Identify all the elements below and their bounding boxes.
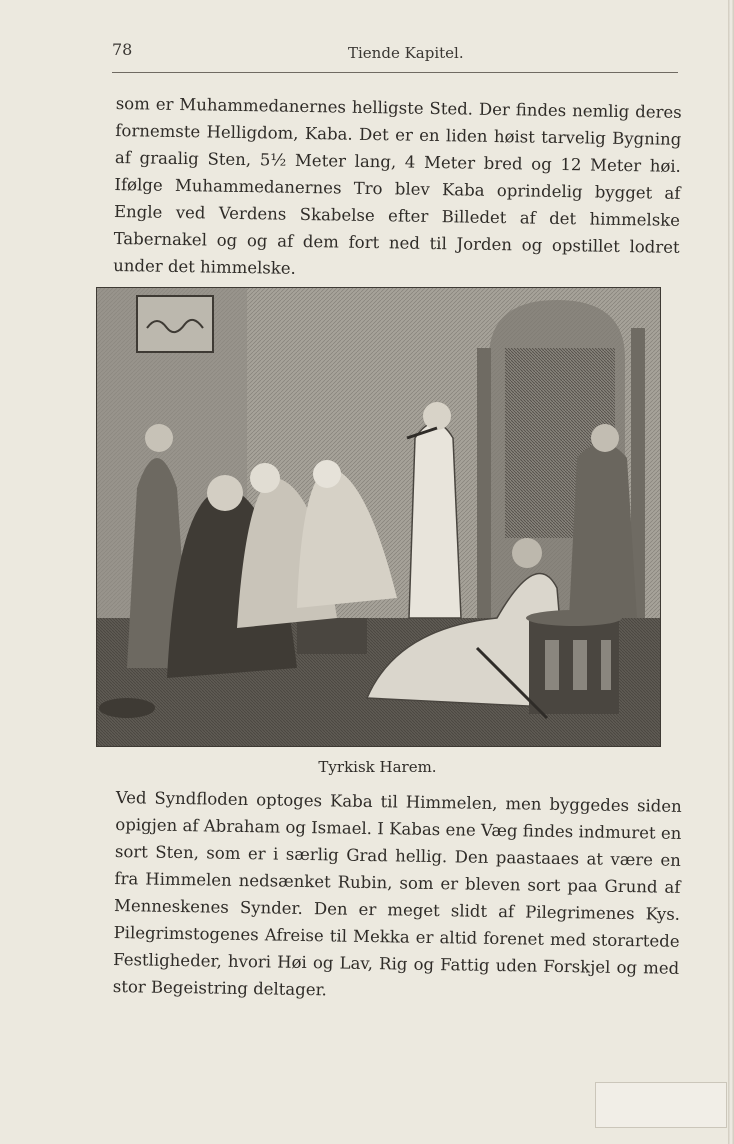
header-rule xyxy=(112,72,678,73)
library-label-area xyxy=(595,1082,727,1128)
page-number: 78 xyxy=(112,40,133,59)
running-title: Tiende Kapitel. xyxy=(348,44,464,62)
page-header xyxy=(112,40,680,68)
wall-inscription-panel xyxy=(137,296,213,352)
paragraph-1: som er Muhammedanernes helligste Sted. Der findes nemlig deres fornemste Helligdom, Kaba. Det er en liden høist tarvelig Bygning af graalig Sten, 5½ Meter lang, 4 Meter bred og 12 Meter høi. Ifølge Muhammedanernes Tro blev Kaba oprindelig bygget af Engle ved Verdens Skabelse efter Billedet af det himmelske Tabernakel og og af dem fort ned til Jorden og opstillet lodret under det himmelske. xyxy=(113,93,682,278)
figure-caption: Tyrkisk Harem. xyxy=(318,758,437,776)
paragraph-2: Ved Syndfloden optoges Kaba til Himmelen, men byggedes siden opigjen af Abraham og Ismael. I Kabas ene Væg findes indmuret en sort Sten, som er i særlig Grad hellig. Den paastaaes at være en fra Himmelen nedsænket Rubin, som er bleven sort paa Grund af Menneskenes Synder. Den er meget slidt af Pilegrimenes Kys. Pilegrimstogenes Afreise til Mekka er altid forenet med storartede Festligheder, hvori Høi og Lav, Rig og Fattig uden Forskjel og med stor Begeistring deltager. xyxy=(112,787,682,1000)
standing-flute-player xyxy=(409,423,461,618)
page-edge xyxy=(728,0,734,1144)
standing-woman-right xyxy=(569,443,637,618)
engraving-image xyxy=(97,288,660,746)
harem-illustration xyxy=(96,287,661,747)
